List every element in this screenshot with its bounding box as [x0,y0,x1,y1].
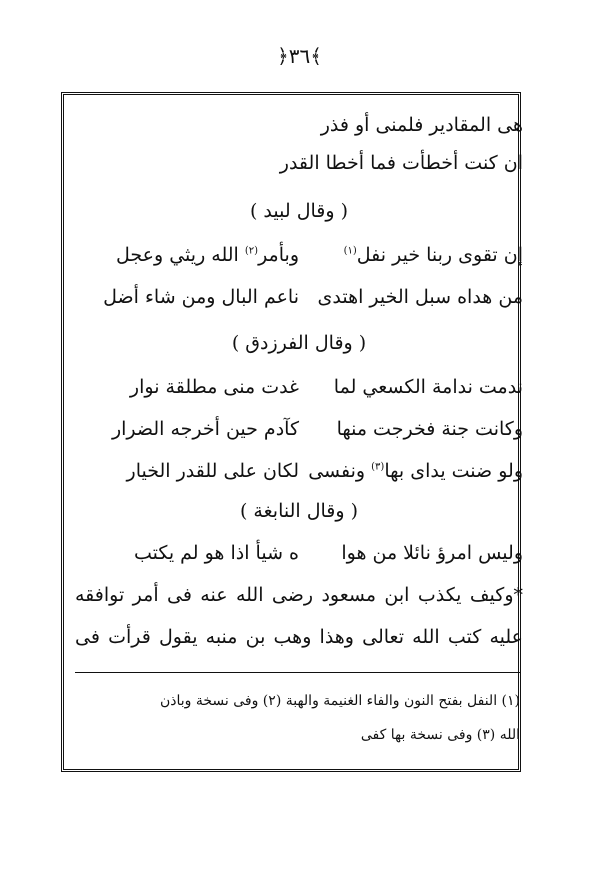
hemistich-left: كآدم حين أخرجه الضرار [111,418,299,440]
hemistich-left: ه شيأ اذا هو لم يكتب [133,542,299,564]
footnote-divider [75,672,520,673]
hemistich-right: ندمت ندامة الكسعي لما [333,376,523,398]
verse [75,420,523,454]
heading-nabigha: ( وقال النابغة ) [239,500,359,522]
page-number: ﴾٣٦﴿ [277,44,322,68]
verse [75,288,523,322]
footnote-line: (١) النفل بفتح النون والفاء الغنيمة والهبة (٢) وفى نسخة وباذن [159,693,520,709]
footnote-marker: (٣) [371,461,385,473]
hemistich-right: ولو ضنت يداى بها$^{(٣)}$ ونفسى [308,460,523,482]
footnote-marker: (٢) [244,245,259,257]
hemistich-right: من هداه سبل الخير اهتدى [317,286,523,308]
poem-line: هى المقادير فلمنى أو فذر [320,114,523,136]
heading-labid: ( وقال لبيد ) [249,200,349,222]
footnote-line: الله (٣) وفى نسخة بها كفى [360,727,520,743]
hemistich-left: لكان على للقدر الخيار [126,460,299,482]
hemistich-right: وليس امرؤ نائلا من هوا [341,542,523,564]
verse [75,246,523,280]
footnotes [80,684,520,752]
hemistich-left: وبأمر$^{(٢)}$ الله ريثي وعجل [116,244,299,266]
verse [75,462,523,496]
heading-farazdaq: ( وقال الفرزدق ) [231,332,367,354]
hemistich-right: إن تقوى ربنا خير نفل$^{(١)}$ [343,244,523,266]
verse [75,544,523,578]
hemistich-left: غدت منى مطلقة نوار [129,376,299,398]
prose-line: *وكيف يكذب ابن مسعود رضى الله عنه فى أمر توافقه [75,584,523,606]
prose-line: عليه كتب الله تعالى وهذا وهب بن منبه يقول قرأت فى [75,626,523,648]
hemistich-right: وكانت جنة فخرجت منها [336,418,523,440]
poem-line: ان كنت أخطأت فما أخطا القدر [279,152,523,174]
verse [75,378,523,412]
footnote-marker: (١) [343,245,357,257]
hemistich-left: ناعم البال ومن شاء أضل [103,286,299,308]
